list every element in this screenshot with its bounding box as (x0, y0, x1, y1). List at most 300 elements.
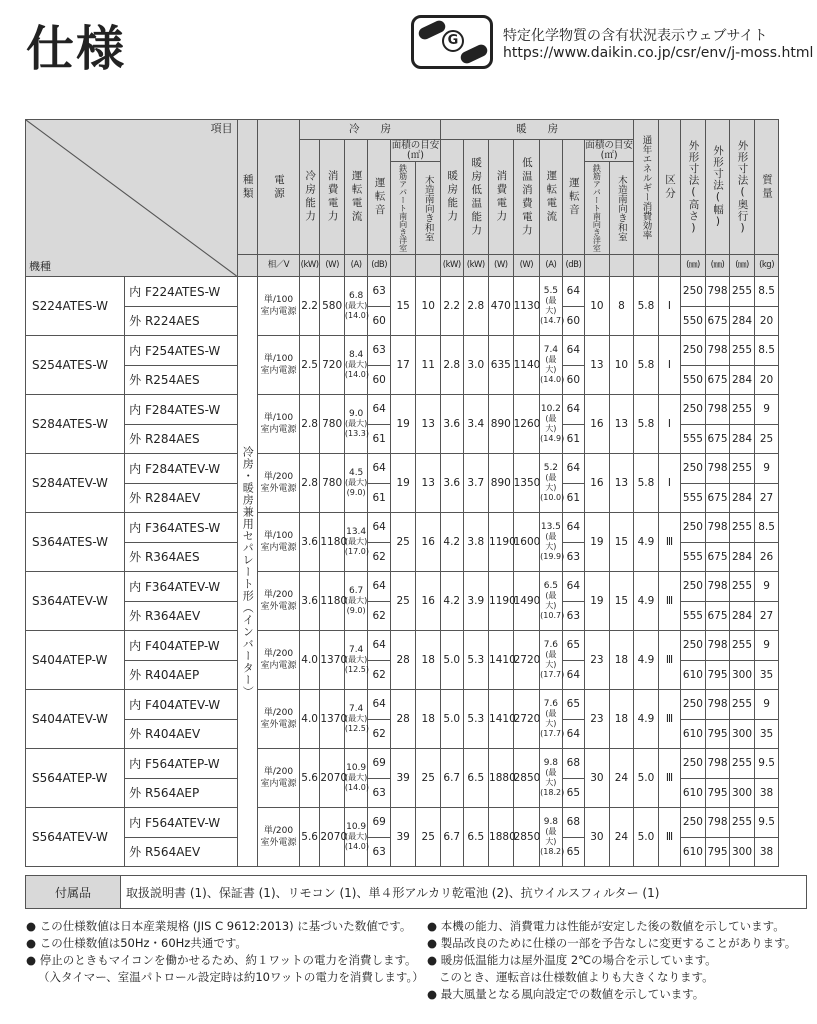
heat-lowtemp: 3.8 (463, 513, 489, 572)
heat-current (540, 454, 565, 513)
outdoor-weight: 26 (754, 542, 779, 572)
heat-current-line: (最大) (545, 709, 557, 728)
indoor-unit: 内 F284ATEV-W (125, 454, 237, 484)
heat-current-line: (14.7) (540, 316, 565, 325)
power-source (258, 277, 300, 336)
indoor-depth: 255 (730, 277, 755, 307)
indoor-width: 798 (705, 808, 730, 838)
cool-area-wood: 13 (416, 454, 441, 513)
outdoor-width: 675 (705, 424, 730, 454)
power-source-line: 室内電源 (260, 425, 297, 435)
cool-area-wood: 25 (416, 808, 441, 867)
outdoor-width: 675 (705, 483, 730, 513)
energy-efficiency: 5.8 (634, 336, 659, 395)
power-source-line: 室外電源 (260, 720, 297, 730)
heat-current-line: (最大) (545, 827, 557, 846)
heat-current (540, 749, 565, 808)
outdoor-height: 555 (681, 483, 706, 513)
cool-power: 1370 (320, 631, 345, 690)
model-name: S254ATES-W (26, 336, 125, 395)
heat-lowtemp: 5.3 (463, 690, 489, 749)
outdoor-unit: 外 R364AES (125, 542, 237, 572)
cool-noise-indoor: 64 (368, 454, 390, 484)
cool-noise-outdoor: 61 (368, 483, 390, 513)
indoor-weight: 8.5 (754, 336, 779, 366)
outdoor-height: 555 (681, 424, 706, 454)
heat-area-concrete: 23 (585, 631, 610, 690)
heat-area-wood: 8 (609, 277, 634, 336)
cool-current-line: (12.5) (344, 724, 369, 733)
model-name: S364ATEV-W (26, 572, 125, 631)
heat-lowtemp: 3.4 (463, 395, 489, 454)
indoor-unit: 内 F404ATEP-W (125, 631, 237, 661)
outdoor-height: 555 (681, 542, 706, 572)
heat-lowtemp: 2.8 (463, 277, 489, 336)
cool-area-concrete: 28 (390, 690, 416, 749)
outdoor-depth: 284 (730, 601, 755, 631)
heat-area-wood: 24 (609, 808, 634, 867)
heat-current-line: (18.2) (540, 847, 565, 856)
outdoor-height: 555 (681, 601, 706, 631)
cool-current-line: (最大) (345, 655, 368, 664)
outdoor-height: 550 (681, 306, 706, 336)
outdoor-width: 675 (705, 365, 730, 395)
outdoor-height: 550 (681, 365, 706, 395)
energy-efficiency: 5.8 (634, 277, 659, 336)
outdoor-unit: 外 R564AEV (125, 837, 237, 867)
heat-current (540, 513, 565, 572)
cool-capacity: 5.6 (299, 749, 319, 808)
outdoor-weight: 35 (754, 719, 779, 749)
cool-noise-indoor: 69 (368, 808, 390, 838)
heat-current-line: (最大) (545, 355, 557, 374)
heat-lowpower: 1350 (513, 454, 540, 513)
table-row (26, 808, 807, 838)
power-source (258, 572, 300, 631)
heat-area-concrete: 23 (585, 690, 610, 749)
indoor-unit: 内 F564ATEP-W (125, 749, 237, 779)
power-header: 電源 (258, 120, 300, 255)
heat-capacity: 5.0 (441, 631, 463, 690)
heat-current-line: (10.0) (540, 493, 565, 502)
heat-lowpower: 2720 (513, 690, 540, 749)
power-source (258, 454, 300, 513)
cool-power: 580 (320, 277, 345, 336)
j-moss-logo (411, 15, 493, 69)
indoor-weight: 9 (754, 572, 779, 602)
heat-current-line: (最大) (545, 532, 557, 551)
heat-current (540, 572, 565, 631)
energy-efficiency: 4.9 (634, 631, 659, 690)
cool-power-header: 消費電力 (320, 140, 345, 255)
outdoor-weight: 20 (754, 306, 779, 336)
model-name: S284ATEV-W (26, 454, 125, 513)
depth-header: 外形寸法(奥行) (730, 120, 755, 255)
cool-area-concrete: 15 (390, 277, 416, 336)
cool-area-wood: 13 (416, 395, 441, 454)
heat-power: 1880 (489, 749, 514, 808)
energy-efficiency: 4.9 (634, 572, 659, 631)
category: Ⅲ (658, 690, 680, 749)
indoor-unit: 内 F364ATES-W (125, 513, 237, 543)
heat-current (540, 277, 565, 336)
cool-current (344, 631, 368, 690)
cool-current (344, 454, 368, 513)
indoor-unit: 内 F284ATES-W (125, 395, 237, 425)
energy-efficiency: 5.0 (634, 808, 659, 867)
power-source-line: 室外電源 (260, 484, 297, 494)
cool-noise-outdoor: 62 (368, 542, 390, 572)
heat-lowtemp: 6.5 (463, 808, 489, 867)
cool-noise-indoor: 63 (368, 277, 390, 307)
cool-current-line: (最大) (345, 360, 368, 369)
heat-area-wood: 24 (609, 749, 634, 808)
indoor-depth: 255 (730, 808, 755, 838)
cool-capacity: 2.2 (299, 277, 319, 336)
heat-lowtemp: 3.9 (463, 572, 489, 631)
outdoor-depth: 300 (730, 660, 755, 690)
heat-area-wood-header: 木造南向き和室 (609, 162, 634, 255)
heat-current-line: 7.4 (543, 345, 559, 355)
heat-lowpower: 2720 (513, 631, 540, 690)
indoor-width: 798 (705, 749, 730, 779)
cool-current-line: (14.0) (344, 370, 369, 379)
outdoor-weight: 27 (754, 483, 779, 513)
indoor-depth: 255 (730, 572, 755, 602)
cool-current-line: 10.9 (346, 822, 367, 832)
outdoor-depth: 284 (730, 306, 755, 336)
cool-capacity: 3.6 (299, 513, 319, 572)
heat-current-header: 運転電流 (540, 140, 562, 255)
indoor-width: 798 (705, 690, 730, 720)
cool-noise-indoor: 64 (368, 631, 390, 661)
indoor-weight: 9.5 (754, 749, 779, 779)
heat-noise-indoor: 64 (562, 395, 584, 425)
heat-current (540, 336, 565, 395)
heat-noise-indoor: 64 (562, 336, 584, 366)
indoor-depth: 255 (730, 513, 755, 543)
cool-current-line: 4.5 (348, 468, 364, 478)
outdoor-weight: 38 (754, 778, 779, 808)
power-source (258, 631, 300, 690)
outdoor-width: 795 (705, 660, 730, 690)
indoor-unit: 内 F364ATEV-W (125, 572, 237, 602)
cool-current-header: 運転電流 (344, 140, 368, 255)
indoor-depth: 255 (730, 690, 755, 720)
unit-db: (dB) (368, 255, 390, 277)
cool-power: 1180 (320, 572, 345, 631)
cool-noise-indoor: 63 (368, 336, 390, 366)
type-label: 冷房・暖房兼用セパレート形（インバーター） (237, 277, 257, 867)
cool-area-wood: 11 (416, 336, 441, 395)
heat-area-wood: 18 (609, 631, 634, 690)
power-source-line: 単/200 (263, 472, 294, 482)
cool-current (344, 690, 368, 749)
indoor-depth: 255 (730, 336, 755, 366)
energy-efficiency: 5.8 (634, 454, 659, 513)
heat-lowtemp-header: 暖房低温能力 (463, 140, 489, 255)
energy-header: 通年エネルギー消費効率 (634, 120, 659, 255)
note-item: このとき、運転音は仕様数値よりも大きくなります。 (439, 970, 714, 984)
outdoor-depth: 300 (730, 719, 755, 749)
power-source (258, 395, 300, 454)
heat-power: 1880 (489, 808, 514, 867)
model-name: S284ATES-W (26, 395, 125, 454)
power-source-line: 室内電源 (260, 779, 297, 789)
outdoor-weight: 20 (754, 365, 779, 395)
outdoor-width: 795 (705, 719, 730, 749)
unit-blank (390, 255, 416, 277)
indoor-unit: 内 F404ATEV-W (125, 690, 237, 720)
cool-power: 2070 (320, 749, 345, 808)
table-row (26, 749, 807, 779)
indoor-height: 250 (681, 454, 706, 484)
note-item: ● 製品改良のために仕様の一部を予告なしに変更することがあります。 (427, 936, 797, 950)
unit-blank (634, 255, 659, 277)
outdoor-weight: 38 (754, 837, 779, 867)
cool-current-line: 7.4 (348, 645, 364, 655)
cool-capacity: 5.6 (299, 808, 319, 867)
heat-power: 1410 (489, 631, 514, 690)
cool-current (344, 395, 368, 454)
heat-noise-outdoor: 60 (562, 365, 584, 395)
heat-lowpower: 1130 (513, 277, 540, 336)
heat-current-line: (最大) (545, 591, 557, 610)
indoor-weight: 8.5 (754, 513, 779, 543)
heat-area-wood: 15 (609, 572, 634, 631)
cool-noise-outdoor: 62 (368, 660, 390, 690)
unit-blank (416, 255, 441, 277)
cooling-header: 冷 房 (299, 120, 440, 140)
indoor-weight: 9.5 (754, 808, 779, 838)
unit-w: (W) (513, 255, 540, 277)
cool-power: 2070 (320, 808, 345, 867)
g-mark-icon: G (442, 30, 464, 52)
indoor-height: 250 (681, 808, 706, 838)
cool-current-line: 8.4 (348, 350, 364, 360)
heat-current-line: (最大) (545, 650, 557, 669)
cool-current-line: 6.7 (348, 586, 364, 596)
outdoor-unit: 外 R284AES (125, 424, 237, 454)
heat-power: 470 (489, 277, 514, 336)
indoor-height: 250 (681, 572, 706, 602)
cool-noise-indoor: 64 (368, 690, 390, 720)
note-item: ● 停止のときもマイコンを働かせるため、約１ワットの電力を消費します。（入タイマー、室温パトロール設定時は約10ワットの電力を消費します。） (26, 953, 424, 984)
heat-noise-outdoor: 61 (562, 424, 584, 454)
cool-current (344, 808, 368, 867)
cool-current-line: (最大) (345, 832, 368, 841)
heat-current-line: (14.0) (540, 375, 565, 384)
heat-current-line: 5.5 (543, 286, 559, 296)
cool-area-concrete: 39 (390, 808, 416, 867)
cool-current-line: 13.4 (346, 527, 367, 537)
cool-capacity: 2.5 (299, 336, 319, 395)
outdoor-depth: 284 (730, 483, 755, 513)
j-moss-url[interactable]: https://www.daikin.co.jp/csr/env/j-moss.html (503, 45, 814, 61)
unit-kw: (kW) (441, 255, 463, 277)
unit-w: (W) (489, 255, 514, 277)
heat-current-line: 7.6 (543, 640, 559, 650)
category: Ⅲ (658, 631, 680, 690)
indoor-weight: 8.5 (754, 277, 779, 307)
heat-current (540, 690, 565, 749)
table-row (26, 336, 807, 366)
unit-a: (A) (344, 255, 368, 277)
indoor-height: 250 (681, 690, 706, 720)
model-name: S364ATES-W (26, 513, 125, 572)
indoor-depth: 255 (730, 454, 755, 484)
cool-current-line: 10.9 (346, 763, 367, 773)
heat-noise-indoor: 68 (562, 808, 584, 838)
heat-current-line: (10.7) (540, 611, 565, 620)
heat-power: 1190 (489, 513, 514, 572)
cool-current-line: (14.0) (344, 311, 369, 320)
heat-lowpower-header: 低温消費電力 (513, 140, 540, 255)
note-item: ● 暖房低温能力は屋外温度 2℃の場合を示しています。 (427, 953, 717, 967)
indoor-depth: 255 (730, 395, 755, 425)
heat-capacity: 2.2 (441, 277, 463, 336)
heat-noise-outdoor: 65 (562, 778, 584, 808)
cool-current-line: (最大) (345, 537, 368, 546)
heat-current-line: (最大) (545, 473, 557, 492)
unit-db: (dB) (562, 255, 584, 277)
category: Ⅲ (658, 572, 680, 631)
j-moss-info (503, 28, 813, 62)
heat-noise-indoor: 68 (562, 749, 584, 779)
cool-area-concrete: 19 (390, 454, 416, 513)
table-row (26, 690, 807, 720)
cool-capacity-header: 冷房能力 (299, 140, 319, 255)
spec-table (25, 119, 807, 867)
note-item: ● 最大風量となる風向設定での数値を示しています。 (427, 987, 705, 1001)
indoor-height: 250 (681, 336, 706, 366)
power-source (258, 336, 300, 395)
cool-area-concrete: 19 (390, 395, 416, 454)
heat-lowtemp: 5.3 (463, 631, 489, 690)
heat-noise-outdoor: 61 (562, 483, 584, 513)
cool-current-line: 7.4 (348, 704, 364, 714)
heat-area-concrete: 13 (585, 336, 610, 395)
cool-noise-outdoor: 62 (368, 601, 390, 631)
outdoor-depth: 300 (730, 837, 755, 867)
power-source (258, 749, 300, 808)
cool-current (344, 277, 368, 336)
cool-current-line: (9.0) (346, 606, 366, 615)
indoor-width: 798 (705, 277, 730, 307)
cool-capacity: 4.0 (299, 690, 319, 749)
heat-noise-indoor: 64 (562, 572, 584, 602)
outdoor-weight: 35 (754, 660, 779, 690)
cool-current-line: (最大) (345, 714, 368, 723)
heat-lowpower: 1260 (513, 395, 540, 454)
unit-mm: (㎜) (681, 255, 706, 277)
power-source-line: 単/100 (263, 531, 294, 541)
unit-kw: (kW) (463, 255, 489, 277)
indoor-width: 798 (705, 454, 730, 484)
heat-area-concrete: 10 (585, 277, 610, 336)
energy-efficiency: 4.9 (634, 690, 659, 749)
cool-current-line: (13.3) (344, 429, 369, 438)
indoor-unit: 内 F564ATEV-W (125, 808, 237, 838)
power-source-line: 単/200 (263, 826, 294, 836)
cool-current-line: 6.8 (348, 291, 364, 301)
heat-area-concrete-header: 鉄筋アパート南向き洋室 (585, 162, 610, 255)
heat-area-concrete: 19 (585, 513, 610, 572)
heat-capacity: 6.7 (441, 749, 463, 808)
table-row (26, 277, 807, 307)
heat-area-wood: 15 (609, 513, 634, 572)
cool-area-concrete: 25 (390, 572, 416, 631)
heat-power-header: 消費電力 (489, 140, 514, 255)
model-name: S224ATES-W (26, 277, 125, 336)
indoor-height: 250 (681, 395, 706, 425)
power-source-line: 単/200 (263, 649, 294, 659)
page-title: 仕様 (26, 21, 127, 77)
outdoor-weight: 27 (754, 601, 779, 631)
category: Ⅲ (658, 808, 680, 867)
cool-capacity: 2.8 (299, 395, 319, 454)
category: Ⅰ (658, 454, 680, 513)
heat-current-line: 5.2 (543, 463, 559, 473)
indoor-height: 250 (681, 749, 706, 779)
outdoor-height: 610 (681, 719, 706, 749)
heat-capacity: 2.8 (441, 336, 463, 395)
heat-noise-outdoor: 64 (562, 719, 584, 749)
outdoor-unit: 外 R564AEP (125, 778, 237, 808)
heat-area-concrete: 30 (585, 749, 610, 808)
heat-current-line: 10.2 (540, 404, 561, 414)
heat-capacity: 3.6 (441, 395, 463, 454)
outdoor-depth: 284 (730, 365, 755, 395)
heat-noise-header: 運転音 (562, 140, 584, 255)
outdoor-weight: 25 (754, 424, 779, 454)
power-source-line: 単/200 (263, 708, 294, 718)
type-header: 種類 (237, 120, 257, 255)
heat-current-line: (18.2) (540, 788, 565, 797)
heat-noise-outdoor: 65 (562, 837, 584, 867)
diagonal-line (26, 120, 237, 276)
heat-current-line: 6.5 (543, 581, 559, 591)
accessories-value: 取扱説明書 (1)、保証書 (1)、リモコン (1)、単４形アルカリ乾電池 (2)、抗ウイルスフィルター (1) (121, 876, 807, 909)
heat-power: 890 (489, 395, 514, 454)
heat-area-wood: 13 (609, 454, 634, 513)
outdoor-width: 675 (705, 601, 730, 631)
power-source-line: 単/200 (263, 767, 294, 777)
indoor-unit: 内 F224ATES-W (125, 277, 237, 307)
cool-current-line: (14.0) (344, 842, 369, 851)
hand-icon (459, 43, 489, 66)
heat-area-concrete: 16 (585, 395, 610, 454)
outdoor-unit: 外 R284AEV (125, 483, 237, 513)
cool-area-wood: 25 (416, 749, 441, 808)
indoor-height: 250 (681, 513, 706, 543)
heat-power: 890 (489, 454, 514, 513)
indoor-width: 798 (705, 572, 730, 602)
spec-table-body (26, 277, 807, 867)
table-row (26, 454, 807, 484)
heat-lowpower: 1490 (513, 572, 540, 631)
heat-noise-indoor: 65 (562, 690, 584, 720)
height-header: 外形寸法(高さ) (681, 120, 706, 255)
cool-area-wood: 18 (416, 690, 441, 749)
cool-noise-outdoor: 60 (368, 365, 390, 395)
notes-right (427, 918, 807, 1003)
unit-w: (W) (320, 255, 345, 277)
heat-capacity: 6.7 (441, 808, 463, 867)
model-name: S404ATEP-W (26, 631, 125, 690)
heat-capacity-header: 暖房能力 (441, 140, 463, 255)
cool-current-line: (最大) (345, 478, 368, 487)
